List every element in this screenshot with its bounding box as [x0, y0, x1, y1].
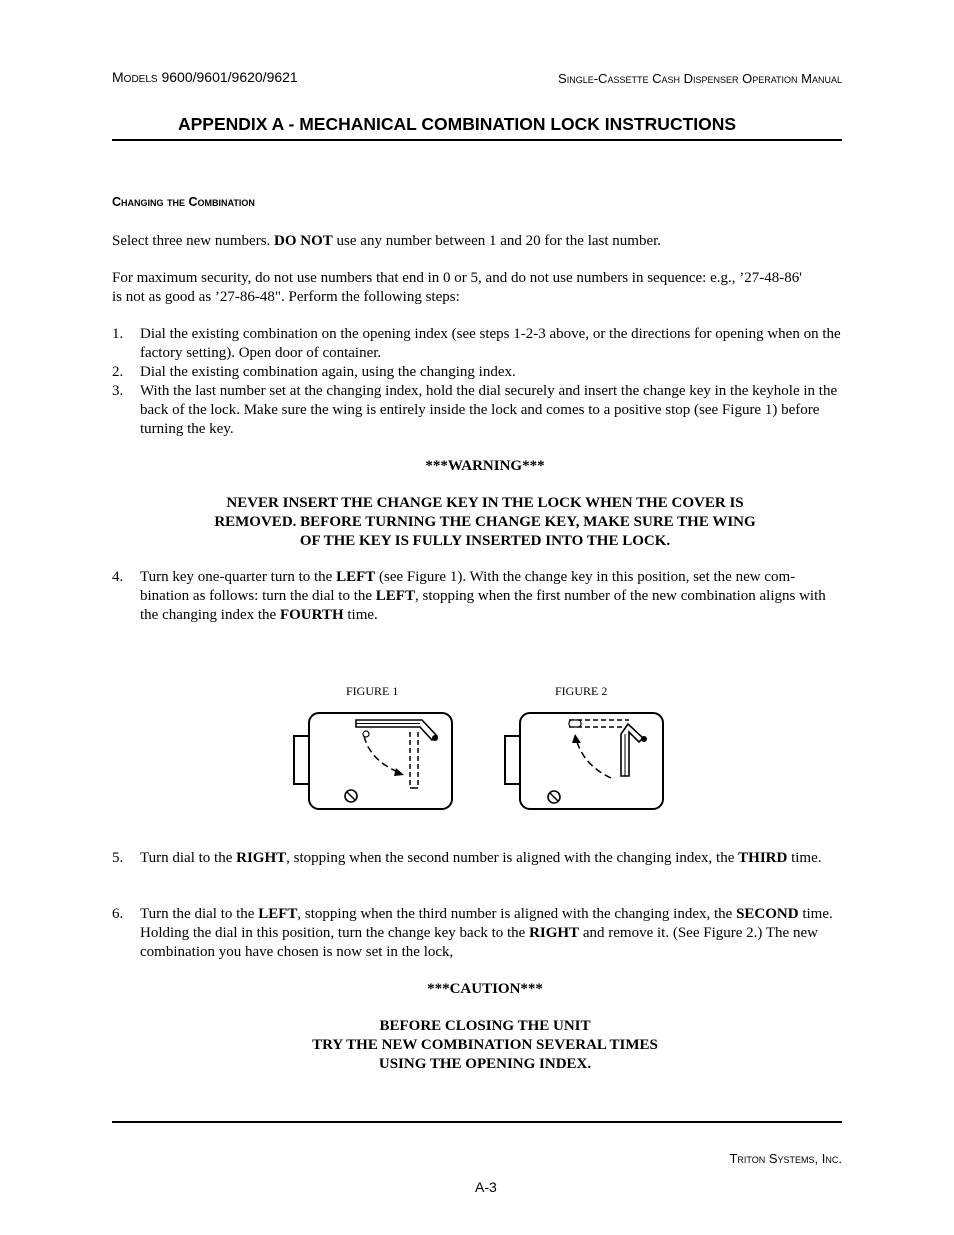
step5-bold-1: RIGHT [236, 850, 287, 866]
step-6 [112, 905, 842, 962]
step6-text-1: Turn the dial to the [140, 906, 259, 922]
section-heading: Changing the Combination [112, 195, 255, 209]
step6-text-2: , stopping when the third number is aligned with the changing index, the [297, 906, 737, 922]
step-text [140, 849, 842, 868]
caution-line-3: USING THE OPENING INDEX. [378, 1056, 592, 1072]
intro-p2-line2: is not as good as ’27-86-48". Perform the following steps: [112, 289, 460, 305]
warning-line-2: REMOVED. BEFORE TURNING THE CHANGE KEY, MAKE SURE THE WING [214, 514, 756, 530]
step4-bold-3: FOURTH [279, 607, 344, 623]
figure-1-lock-diagram [292, 710, 457, 812]
step4-text-1: Turn key one-quarter turn to the [140, 569, 337, 585]
running-header-left [112, 69, 298, 85]
caution-line-2: TRY THE NEW COMBINATION SEVERAL TIMES [312, 1037, 658, 1053]
intro-paragraph-1 [112, 232, 842, 251]
step5-bold-2: THIRD [738, 850, 788, 866]
step-text [140, 568, 842, 625]
warning-line-1: NEVER INSERT THE CHANGE KEY IN THE LOCK WHEN THE COVER IS [226, 495, 744, 511]
header-models-prefix: Models [112, 69, 158, 85]
intro-p1-after: use any number between 1 and 20 for the last number. [332, 233, 662, 249]
step-5 [112, 849, 842, 868]
footer-rule [112, 1121, 842, 1123]
step-number: 6. [112, 906, 124, 922]
step-4 [112, 568, 842, 625]
step-number: 3. [112, 383, 124, 399]
figure-1-label: FIGURE 1 [346, 684, 399, 698]
step6-text-4: and remove it. (See Figure 2.) The new combination you have chosen is now set in the lock, [140, 925, 818, 960]
step5-text-1: Turn dial to the [140, 850, 237, 866]
warning-line-3: OF THE KEY IS FULLY INSERTED INTO THE LOCK. [299, 533, 671, 549]
step-text [140, 905, 842, 962]
step-text: Dial the existing combination on the opening index (see steps 1-2-3 above, or the directions for opening when on the factory setting). Open door of container. [140, 326, 841, 361]
step4-text-3: , stopping when the first number of the new combination aligns with the changing index the [140, 588, 826, 623]
intro-paragraph-2 [112, 269, 842, 307]
step-number: 2. [112, 364, 124, 380]
step-text: With the last number set at the changing index, hold the dial securely and insert the change key in the keyhole in the back of the lock. Make sure the wing is entirely inside the lock and comes to a positive stop (see Figure 1) before turning the key. [140, 383, 838, 437]
intro-p2-line1: For maximum security, do not use numbers that end in 0 or 5, and do not use numbers in sequence: e.g., ’27-48-86' [112, 270, 802, 286]
step6-bold-3: RIGHT [529, 925, 580, 941]
step-number: 1. [112, 326, 124, 342]
step5-text-2: , stopping when the second number is aligned with the changing index, the [286, 850, 739, 866]
step4-bold-1: LEFT [336, 569, 376, 585]
step-1 [112, 325, 842, 363]
page-title: APPENDIX A - MECHANICAL COMBINATION LOCK INSTRUCTIONS [178, 114, 737, 134]
step-number: 4. [112, 569, 124, 585]
intro-p1-before: Select three new numbers. [112, 233, 275, 249]
step4-text-4: time. [343, 607, 378, 623]
caution-line-1: BEFORE CLOSING THE UNIT [379, 1018, 591, 1034]
step6-bold-1: LEFT [258, 906, 298, 922]
title-rule [112, 139, 842, 141]
step4-bold-2: LEFT [375, 588, 415, 604]
warning-label: ***WARNING*** [425, 458, 545, 474]
step-3 [112, 382, 842, 439]
footer-company: Triton Systems, Inc. [729, 1151, 842, 1166]
header-models-numbers: 9600/9601/9620/9621 [157, 69, 298, 85]
step5-text-3: time. [787, 850, 822, 866]
step6-bold-2: SECOND [736, 906, 799, 922]
running-header-right [558, 71, 842, 86]
figure-2-lock-diagram [503, 710, 668, 812]
caution-label: ***CAUTION*** [427, 981, 543, 997]
step4-text-2: (see Figure 1). With the change key in this position, set the new com-bination as follows: turn the dial to the [140, 569, 796, 604]
header-manual-title: Single-Cassette Cash Dispenser Operation Manual [558, 71, 842, 86]
step-number: 5. [112, 850, 124, 866]
step-text: Dial the existing combination again, using the changing index. [140, 364, 516, 380]
intro-p1-bold: DO NOT [274, 233, 333, 249]
step6-text-3: time. Holding the dial in this position, turn the change key back to the [140, 906, 833, 941]
figure-2-label: FIGURE 2 [555, 684, 608, 698]
page-number: A-3 [475, 1179, 497, 1195]
step-2 [112, 363, 842, 382]
